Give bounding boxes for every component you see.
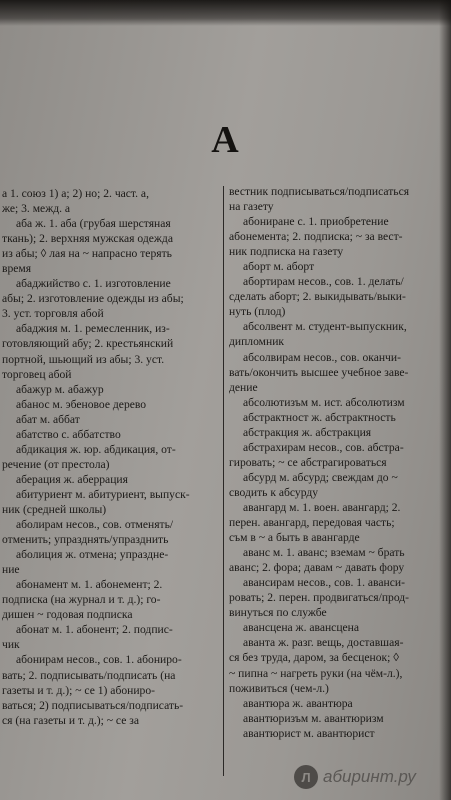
- entry-line: авангард м. 1. воен. авангард; 2.: [243, 500, 401, 514]
- entry-line: же; 3. межд. а: [2, 202, 71, 216]
- entry-line: абат м. аббат: [16, 412, 80, 426]
- entry-line: готовляющий абу; 2. крестьянский: [2, 337, 174, 351]
- entry-line: абортирам несов., сов. 1. делать/: [243, 275, 404, 289]
- entry-line: портной, шьющий из абы; 3. уст.: [2, 352, 165, 366]
- entry-line: гировать; ~ се абстрагироваться: [229, 455, 387, 469]
- entry-line: сводить к абсурду: [229, 485, 319, 499]
- entry-line: абстракция ж. абстракция: [243, 425, 372, 439]
- entry-line: 3. уст. торговля абой: [2, 307, 104, 321]
- entry-line: дение: [229, 380, 258, 394]
- entry-line: на газету: [229, 200, 274, 214]
- entry-line: абдикация ж. юр. абдикация, от-: [16, 442, 176, 456]
- entry-line: время: [2, 262, 32, 276]
- entry-line: аванта ж. разг. вещь, доставшая-: [243, 636, 404, 650]
- entry-line: авантюрист м. авантюрист: [243, 726, 375, 740]
- entry-line: авантюризъм м. авантюризм: [243, 711, 384, 725]
- entry-line: аболирам несов., сов. отменять/: [16, 518, 174, 532]
- entry-line: сделать аборт; 2. выкидывать/выки-: [229, 290, 406, 304]
- watermark-text: абиринт.ру: [323, 767, 416, 786]
- entry-line: ткань); 2. верхняя мужская одежда: [2, 232, 173, 246]
- page-edge-shadow: [0, 0, 451, 26]
- entry-line: абажур м. абажур: [16, 382, 104, 396]
- entry-line: ние: [2, 563, 20, 577]
- labirint-logo-icon: Л: [294, 765, 318, 789]
- right-column: [229, 184, 434, 741]
- page-edge-shadow-right: [439, 0, 451, 800]
- entry-line: аванс м. 1. аванс; вземам ~ брать: [243, 546, 405, 560]
- entry-line: аванс; 2. фора; давам ~ давать фору: [229, 561, 405, 575]
- entry-line: вать/окончить высшее учебное заве-: [229, 365, 409, 379]
- entry-line: абстрахирам несов., сов. абстра-: [243, 440, 404, 454]
- entry-line: абсолютизъм м. ист. абсолютизм: [243, 395, 405, 409]
- entry-line: поживиться (чем-л.): [229, 681, 329, 695]
- entry-line: ваться; 2) подписываться/подписать-: [2, 698, 184, 712]
- watermark: [294, 764, 416, 790]
- entry-line: ник (средней школы): [2, 502, 107, 516]
- entry-line: дишен ~ годовая подписка: [2, 608, 133, 622]
- entry-line: речение (от престола): [2, 457, 110, 471]
- entry-line: чик: [2, 638, 20, 652]
- entry-line: абсолвент м. студент-выпускник,: [243, 320, 407, 334]
- entry-line: торговец абой: [2, 367, 72, 381]
- entry-line: абатство с. аббатство: [16, 427, 121, 441]
- entry-line: ся (на газеты и т. д.); ~ се за: [2, 713, 139, 727]
- entry-line: перен. авангард, передовая часть;: [229, 516, 395, 530]
- entry-line: абстрактност ж. абстрактность: [243, 410, 396, 424]
- column-divider: [223, 186, 224, 776]
- entry-line: абаджия м. 1. ремесленник, из-: [16, 322, 170, 336]
- entry-line: дипломник: [229, 335, 285, 349]
- entry-line: ник подписка на газету: [229, 245, 344, 259]
- entry-line: абсолвирам несов., сов. оканчи-: [243, 350, 401, 364]
- entry-line: аборт м. аборт: [243, 260, 315, 274]
- entry-line: абонирам несов., сов. 1. абониро-: [16, 653, 182, 667]
- entry-line: аболиция ж. отмена; упраздне-: [16, 548, 169, 562]
- entry-line: подписка (на журнал и т. д.); го-: [2, 593, 161, 607]
- entry-line: отменить; упразднять/упразднить: [2, 533, 169, 547]
- entry-line: а 1. союз 1) а; 2) но; 2. част. а,: [2, 187, 149, 200]
- entry-line: абы; 2. изготовление одежды из абы;: [2, 292, 184, 306]
- entry-line: авансцена ж. авансцена: [243, 621, 360, 635]
- entry-line: абсурд м. абсурд; свеждам до ~: [243, 470, 398, 484]
- entry-line: абонамент м. 1. абонемент; 2.: [16, 578, 163, 592]
- entry-line: вестник подписываться/подписаться: [229, 185, 410, 198]
- entry-line: ровать; 2. перен. продвигаться/прод-: [229, 591, 410, 605]
- entry-line: газеты и т. д.); ~ се 1) абониро-: [2, 683, 156, 697]
- entry-line: ся без труда, даром, за бесценок; ◊: [229, 651, 399, 665]
- entry-line: винуться по службе: [229, 606, 327, 620]
- entry-line: абонат м. 1. абонент; 2. подпис-: [16, 623, 173, 637]
- entry-line: вать; 2. подписывать/подписать (на: [2, 668, 176, 682]
- entry-line: авантюра ж. авантюра: [243, 696, 353, 710]
- entry-line: ~ пипна ~ нагреть руки (на чём-л.),: [229, 666, 403, 680]
- entry-line: съм в ~ а быть в авангарде: [229, 531, 360, 545]
- entry-line: из абы; ◊ лая на ~ напрасно терять: [2, 247, 172, 261]
- left-column: [2, 186, 207, 728]
- entry-line: аба ж. 1. аба (грубая шерстяная: [16, 217, 171, 231]
- entry-line: авансирам несов., сов. 1. аванси-: [243, 576, 405, 590]
- entry-line: абанос м. эбеновое дерево: [16, 397, 147, 411]
- entry-line: абониране с. 1. приобретение: [243, 215, 389, 229]
- entry-line: абаджийство с. 1. изготовление: [16, 277, 171, 291]
- section-letter-heading: А: [211, 119, 240, 161]
- entry-line: абитуриент м. абитуриент, выпуск-: [16, 487, 190, 501]
- entry-line: аберация ж. аберрация: [16, 472, 128, 486]
- entry-line: нуть (плод): [229, 305, 286, 319]
- entry-line: абонемента; 2. подписка; ~ за вест-: [229, 230, 403, 244]
